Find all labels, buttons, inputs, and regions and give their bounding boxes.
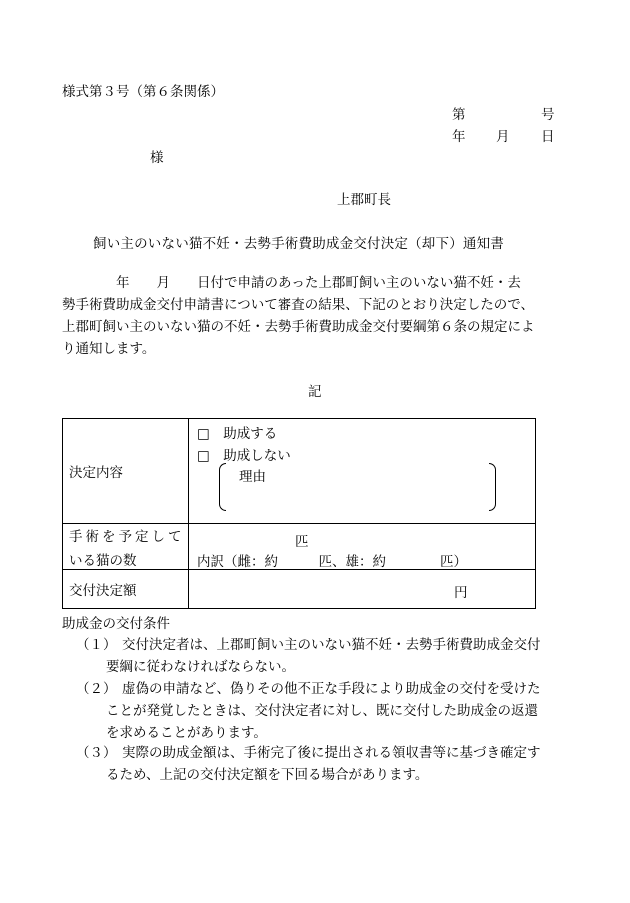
cats-label-line: 手術を予定して xyxy=(69,528,185,545)
condition-line: を求めることがあります。 xyxy=(106,725,267,741)
condition-number: （２） xyxy=(76,681,117,697)
document-number-suffix: 号 xyxy=(541,107,555,123)
bracket-left xyxy=(219,463,226,511)
condition-number: （３） xyxy=(76,745,117,761)
bracket-right xyxy=(489,463,496,511)
cats-label xyxy=(63,524,189,570)
document-title: 飼い主のいない猫不妊・去勢手術費助成金交付決定（却下）通知書 xyxy=(93,236,504,252)
condition-line: 虚偽の申請など、偽りその他不正な手段により助成金の交付を受けた xyxy=(122,681,541,697)
body-line: り通知します。 xyxy=(62,341,156,357)
amount-label: 交付決定額 xyxy=(63,570,189,609)
condition-line: ことが発覚したときは、交付決定者に対し、既に交付した助成金の返還 xyxy=(106,703,538,719)
condition-line: 要綱に従わなければならない。 xyxy=(106,659,295,675)
recipient-honorific: 様 xyxy=(150,150,164,166)
condition-line: 実際の助成金額は、手術完了後に提出される領収書等に基づき確定す xyxy=(122,745,541,761)
condition-line: るため、上記の交付決定額を下回る場合があります。 xyxy=(106,767,429,783)
body-line: 年 月 日付で申請のあった上郡町飼い主のいない猫不妊・去 xyxy=(62,275,521,291)
date-year: 年 xyxy=(452,129,466,145)
sender-name: 上郡町長 xyxy=(337,192,391,208)
date-day: 日 xyxy=(541,129,555,145)
form-id: 様式第３号（第６条関係） xyxy=(62,84,224,100)
cats-breakdown: 内訳（雌：約 匹、雄：約 匹） xyxy=(197,554,467,570)
body-line: 上郡町飼い主のいない猫の不妊・去勢手術費助成金交付要綱第６条の規定によ xyxy=(62,319,535,335)
cats-label-line: いる猫の数 xyxy=(69,552,137,569)
body-line: 勢手術費助成金交付申請書について審査の結果、下記のとおり決定したので、 xyxy=(62,297,534,313)
option-deny[interactable]: □ 助成しない xyxy=(197,448,291,464)
condition-number: （１） xyxy=(76,637,117,653)
reason-label: 理由 xyxy=(239,469,266,485)
cats-cell xyxy=(189,524,536,570)
document-number-prefix: 第 xyxy=(452,107,466,123)
condition-line: 交付決定者は、上郡町飼い主のいない猫不妊・去勢手術費助成金交付 xyxy=(122,637,541,653)
reason-box xyxy=(219,463,499,511)
cats-unit: 匹 xyxy=(295,534,309,550)
record-marker: 記 xyxy=(308,384,322,400)
date-month: 月 xyxy=(496,129,510,145)
decision-table xyxy=(62,418,536,609)
amount-unit: 円 xyxy=(454,585,468,601)
amount-cell xyxy=(189,570,536,609)
decision-cell xyxy=(189,419,536,524)
conditions-heading: 助成金の交付条件 xyxy=(62,616,170,632)
decision-label: 決定内容 xyxy=(63,419,189,524)
option-grant[interactable]: □ 助成する xyxy=(197,426,278,442)
body-paragraph xyxy=(62,272,572,360)
